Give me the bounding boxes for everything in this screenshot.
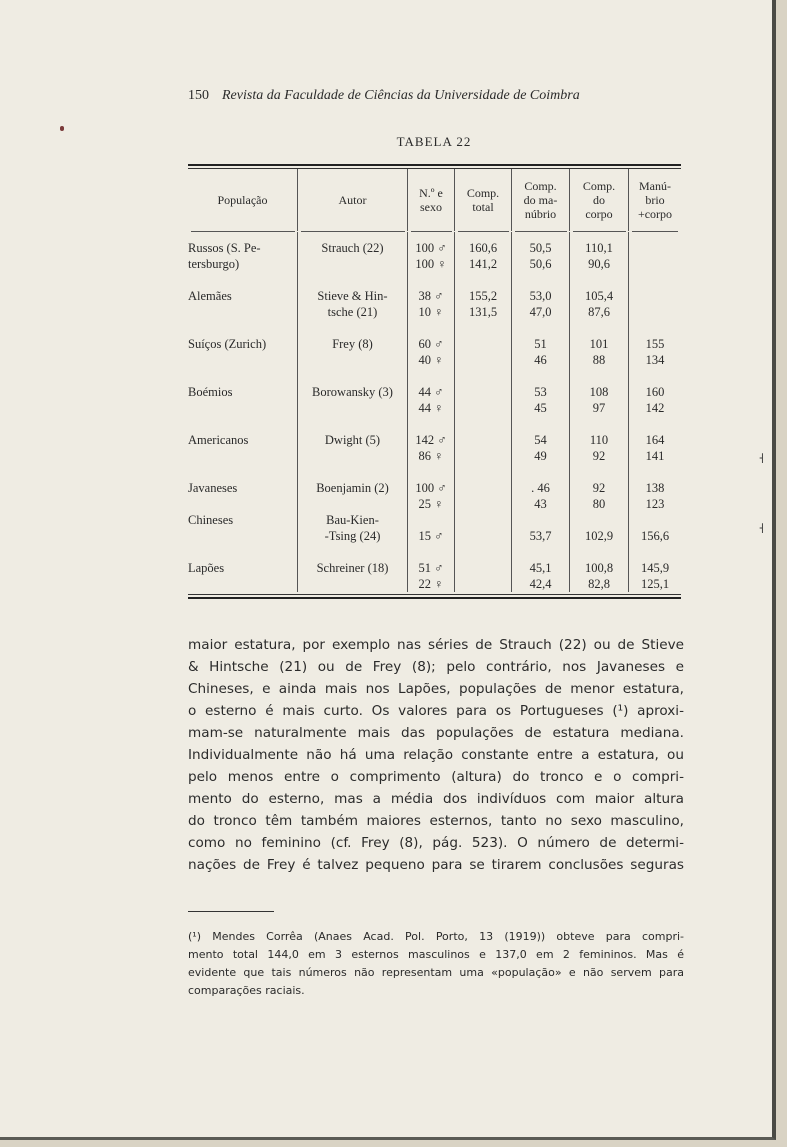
table-cell: 42,4 — [529, 577, 552, 591]
table-bottom-rule — [188, 597, 681, 599]
text-line: Chineses, e ainda mais nos Lapões, populações de menor estatura, — [188, 681, 684, 697]
data-table — [188, 164, 681, 599]
table-cell: 15 ♂ — [418, 529, 444, 543]
text-line: & Hintsche (21) ou de Frey (8); pelo contrário, nos Javaneses e — [188, 659, 684, 675]
table-cell — [629, 464, 681, 480]
table-cell: 46 — [534, 353, 547, 367]
table-cell: 102,9 — [584, 529, 614, 543]
table-cell — [455, 416, 511, 432]
header-text: Comp. — [582, 179, 616, 193]
table-cell: tersburgo) — [188, 257, 240, 271]
table-cell: Strauch (22) — [321, 241, 384, 255]
table-cell — [188, 304, 297, 320]
header-text: total — [472, 200, 494, 214]
table-cell — [455, 512, 511, 528]
table-cell: 110,1 — [585, 241, 613, 255]
table-cell: Stieve & Hin- — [317, 289, 388, 303]
column-populacao — [188, 232, 298, 592]
table-cell — [629, 544, 681, 560]
table-cell: 138 — [645, 481, 665, 495]
header-cell — [408, 169, 455, 231]
table-cell — [188, 576, 297, 592]
table-cell: 87,6 — [588, 305, 610, 319]
table-cell — [629, 288, 681, 304]
table-cell: 141,2 — [468, 257, 498, 271]
table-cell: 123 — [645, 497, 665, 511]
table-cell: 142 — [645, 401, 665, 415]
table-bottom-rule-thin — [188, 594, 681, 595]
header-cell — [512, 169, 570, 231]
table-cell — [455, 496, 511, 512]
table-cell: 49 — [534, 449, 547, 463]
table-cell — [512, 512, 569, 528]
table-cell — [408, 512, 454, 528]
table-cell: Alemães — [188, 289, 232, 303]
margin-mark: ˧ — [758, 522, 764, 537]
header-text: núbrio — [524, 207, 557, 221]
table-cell: 45 — [534, 401, 547, 415]
table-cell — [629, 368, 681, 384]
table-cell — [629, 512, 681, 528]
table-cell: 160,6 — [468, 241, 498, 255]
footnote-line: (¹) Mendes Corrêa (Anaes Acad. Pol. Porto, 13 (1919)) obteve para compri- — [188, 930, 684, 943]
table-cell — [570, 512, 628, 528]
table-cell: 92 — [592, 449, 606, 463]
table-cell — [455, 400, 511, 416]
body-text — [188, 634, 684, 876]
table-cell: 101 — [589, 337, 609, 351]
table-cell — [629, 272, 681, 288]
header-cell — [629, 169, 681, 231]
column-manubrio-corpo — [629, 232, 681, 592]
table-cell — [629, 320, 681, 336]
text-line: Individualmente não há uma relação constante entre a estatura, ou — [188, 747, 684, 763]
table-cell: 51 — [534, 337, 547, 351]
table-header — [188, 169, 681, 231]
header-cell — [455, 169, 512, 231]
header-cell — [188, 169, 298, 231]
table-cell — [298, 544, 407, 560]
table-cell — [298, 368, 407, 384]
header-text: +corpo — [637, 207, 673, 221]
table-cell — [512, 464, 569, 480]
table-cell: Americanos — [188, 433, 249, 447]
table-cell — [408, 368, 454, 384]
table-cell — [455, 480, 511, 496]
table-cell — [512, 416, 569, 432]
table-cell — [455, 560, 511, 576]
table-cell: 50,5 — [529, 241, 552, 255]
table-cell: 47,0 — [529, 305, 552, 319]
table-cell — [455, 448, 511, 464]
table-cell: Chineses — [188, 513, 234, 527]
header-cell — [570, 169, 629, 231]
header-text: do — [593, 193, 605, 207]
table-cell: 53 — [534, 385, 547, 399]
table-cell — [455, 336, 511, 352]
table-cell — [570, 272, 628, 288]
text-line: mento do esterno, mas a média dos indivíduos com maior altura — [188, 791, 684, 807]
table-cell: Suíços (Zurich) — [188, 337, 267, 351]
table-cell: Borowansky (3) — [312, 385, 393, 399]
margin-mark: ˧ — [758, 452, 764, 467]
table-cell: 105,4 — [584, 289, 614, 303]
table-cell: 134 — [645, 353, 665, 367]
table-body — [188, 232, 681, 592]
table-cell — [298, 464, 407, 480]
header-text: Comp. — [524, 179, 557, 193]
table-cell — [188, 544, 297, 560]
table-cell: 43 — [534, 497, 547, 511]
table-cell — [455, 464, 511, 480]
column-comp-total — [455, 232, 512, 592]
table-cell: 92 — [592, 481, 606, 495]
table-cell: 155 — [645, 337, 665, 351]
column-autor — [298, 232, 408, 592]
table-cell — [512, 544, 569, 560]
table-cell — [512, 272, 569, 288]
table-cell: -Tsing (24) — [324, 529, 381, 543]
table-cell — [298, 352, 407, 368]
table-cell: 141 — [645, 449, 665, 463]
text-line: mam-se naturalmente mais das populações de estatura mediana. — [188, 725, 684, 741]
table-cell — [455, 432, 511, 448]
table-cell — [298, 448, 407, 464]
table-cell — [408, 416, 454, 432]
table-cell: Bau-Kien- — [326, 513, 379, 527]
header-text: brio — [645, 193, 665, 207]
table-cell: 53,7 — [529, 529, 552, 543]
table-cell: 86 ♀ — [418, 449, 444, 463]
table-cell — [629, 256, 681, 272]
table-cell — [455, 528, 511, 544]
header-text: do ma- — [523, 193, 558, 207]
table-cell — [188, 368, 297, 384]
table-cell: 155,2 — [468, 289, 498, 303]
table-cell — [188, 272, 297, 288]
table-cell — [408, 320, 454, 336]
header-text: Comp. — [466, 186, 500, 200]
header-text: Manú- — [639, 179, 671, 193]
table-cell: 145,9 — [640, 561, 670, 575]
table-cell — [570, 368, 628, 384]
text-line: do tronco têm também maiores esternos, tanto no sexo masculino, — [188, 813, 684, 829]
table-cell: Javaneses — [188, 481, 238, 495]
table-cell — [188, 352, 297, 368]
table-cell: Russos (S. Pe- — [188, 241, 261, 255]
table-cell: 44 ♂ — [418, 385, 444, 399]
table-cell — [298, 576, 407, 592]
text-line: como no feminino (cf. Frey (8), pág. 523). O número de determi- — [188, 835, 684, 851]
table-cell — [188, 400, 297, 416]
page-number: 150 — [188, 88, 209, 103]
header-cell — [298, 169, 408, 231]
column-comp-corpo — [570, 232, 629, 592]
table-cell: Boenjamin (2) — [316, 481, 389, 495]
table-cell — [455, 320, 511, 336]
table-cell — [188, 496, 297, 512]
table-cell: 80 — [592, 497, 606, 511]
footnote-line: mento total 144,0 em 3 esternos masculinos e 137,0 em 2 femininos. Mas é — [188, 948, 684, 961]
table-cell — [629, 304, 681, 320]
footnote — [188, 928, 684, 1000]
table-cell: 142 ♂ — [415, 433, 447, 447]
table-cell: 45,1 — [529, 561, 552, 575]
footnote-line: evidente que tais números não representam uma «população» e não servem para — [188, 966, 684, 979]
journal-title: Revista da Faculdade de Ciências da Universidade de Coimbra — [222, 88, 580, 103]
table-cell — [298, 320, 407, 336]
table-cell — [298, 496, 407, 512]
table-cell — [512, 320, 569, 336]
header-text: sexo — [420, 200, 442, 214]
table-cell: . 46 — [531, 481, 550, 495]
table-cell — [455, 368, 511, 384]
table-cell: 50,6 — [529, 257, 552, 271]
table-cell — [455, 544, 511, 560]
header-text: Autor — [338, 193, 367, 207]
table-cell — [570, 544, 628, 560]
table-cell: Frey (8) — [332, 337, 373, 351]
table-cell — [629, 240, 681, 256]
table-top-rule — [188, 164, 681, 166]
table-cell — [188, 464, 297, 480]
table-cell: 40 ♀ — [418, 353, 444, 367]
table-cell: 44 ♀ — [418, 401, 444, 415]
table-cell — [188, 448, 297, 464]
table-cell — [298, 400, 407, 416]
table-cell: 97 — [592, 401, 606, 415]
table-cell: Schreiner (18) — [316, 561, 389, 575]
table-cell: 164 — [645, 433, 665, 447]
table-cell: 100,8 — [584, 561, 614, 575]
table-cell: Boémios — [188, 385, 233, 399]
table-cell: 82,8 — [588, 577, 610, 591]
table-cell: 51 ♂ — [418, 561, 444, 575]
ink-spot — [60, 126, 64, 131]
table-cell: 100 ♂ — [415, 241, 447, 255]
table-cell: 54 — [534, 433, 547, 447]
table-cell — [408, 544, 454, 560]
header-text: População — [217, 193, 268, 207]
table-cell — [455, 384, 511, 400]
table-cell — [455, 272, 511, 288]
text-line: pelo menos entre o comprimento (altura) do tronco e o compri- — [188, 769, 684, 785]
table-cell — [455, 576, 511, 592]
table-cell: 100 ♀ — [415, 257, 447, 271]
table-cell: 25 ♀ — [418, 497, 444, 511]
table-cell: 108 — [589, 385, 609, 399]
table-cell — [455, 352, 511, 368]
table-cell: 60 ♂ — [418, 337, 444, 351]
table-cell — [629, 416, 681, 432]
table-cell: 100 ♂ — [415, 481, 447, 495]
table-cell — [512, 368, 569, 384]
table-cell — [188, 528, 297, 544]
table-cell — [570, 416, 628, 432]
table-cell — [298, 416, 407, 432]
table-title: TABELA 22 — [396, 134, 472, 149]
column-comp-manubrio — [512, 232, 570, 592]
table-cell: 88 — [592, 353, 606, 367]
table-cell: 160 — [645, 385, 665, 399]
text-line: o esterno é mais curto. Os valores para os Portugueses (¹) aproxi- — [188, 703, 684, 719]
table-cell: 38 ♂ — [418, 289, 444, 303]
table-cell: 22 ♀ — [418, 577, 444, 591]
header-text: corpo — [585, 207, 613, 221]
table-cell: 110 — [589, 433, 609, 447]
table-cell: Lapões — [188, 561, 225, 575]
table-cell — [298, 272, 407, 288]
footnote-line: comparações raciais. — [188, 984, 305, 997]
text-line: nações de Frey é talvez pequeno para se tirarem conclusões seguras — [188, 857, 684, 873]
table-cell: 53,0 — [529, 289, 552, 303]
table-cell — [188, 416, 297, 432]
table-cell — [570, 320, 628, 336]
table-cell — [188, 320, 297, 336]
table-cell — [570, 464, 628, 480]
header-text: N.º e — [419, 186, 443, 200]
table-cell: 90,6 — [588, 257, 610, 271]
table-cell: 156,6 — [640, 529, 670, 543]
table-cell: Dwight (5) — [324, 433, 381, 447]
table-cell — [298, 256, 407, 272]
table-cell — [408, 272, 454, 288]
table-cell: 10 ♀ — [418, 305, 444, 319]
column-n-sexo — [408, 232, 455, 592]
text-line: maior estatura, por exemplo nas séries de Strauch (22) ou de Stieve — [188, 637, 684, 653]
table-cell: tsche (21) — [327, 305, 378, 319]
table-cell — [408, 464, 454, 480]
table-cell: 125,1 — [640, 577, 670, 591]
footnote-rule — [188, 911, 274, 912]
running-head — [188, 88, 640, 104]
table-cell: 131,5 — [468, 305, 498, 319]
